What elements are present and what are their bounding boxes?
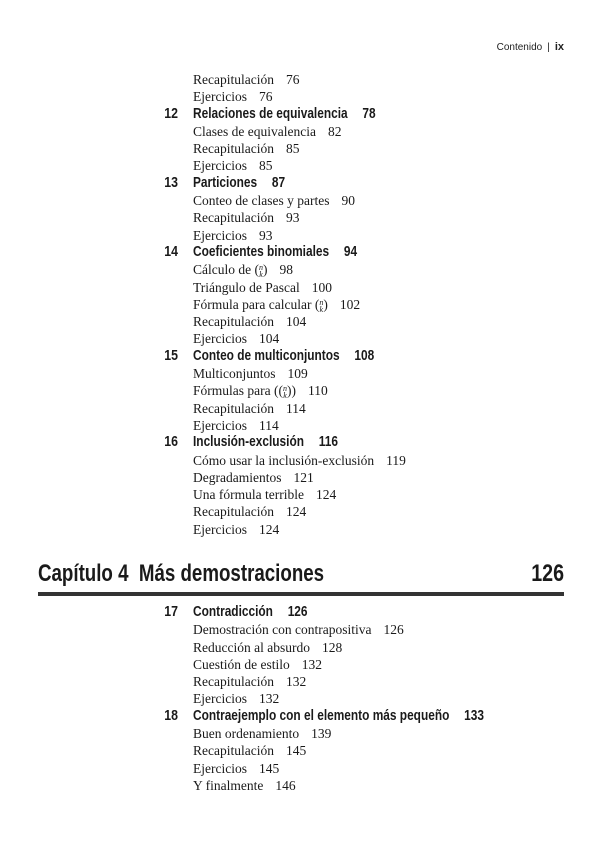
section-title-wrap (193, 604, 308, 621)
section-title-wrap (193, 708, 484, 725)
subentry-title: Ejercicios (193, 331, 247, 347)
subentry-title: Ejercicios (193, 227, 247, 243)
section-title: Contraejemplo con el elemento más pequeño (193, 707, 450, 724)
binom-close: )) (286, 383, 296, 399)
subentry-page: 139 (311, 726, 332, 742)
chapter-rule (38, 592, 564, 596)
toc-subentry[interactable] (0, 192, 600, 209)
section-page: 78 (362, 105, 376, 122)
chapter-page: 126 (531, 560, 564, 587)
toc-subentry[interactable] (0, 382, 600, 399)
subentry-page: 119 (386, 452, 406, 468)
toc-subentry[interactable] (0, 452, 600, 469)
subentry-title: Ejercicios (193, 691, 247, 707)
section-page: 94 (343, 243, 358, 260)
section-title-wrap (193, 348, 374, 365)
subentry-title: Recapitulación (193, 504, 274, 520)
subentry-page: 85 (285, 141, 300, 157)
subentry-page: 110 (307, 383, 328, 399)
subentry-page: 145 (258, 760, 280, 776)
subentry-title: Multiconjuntos (193, 366, 276, 382)
chapter-title: Capítulo 4 Más demostraciones (38, 560, 325, 587)
running-header-section: Contenido (496, 42, 543, 53)
chapter-heading (38, 560, 564, 590)
toc-subentry[interactable] (0, 88, 600, 105)
subentry-page: 114 (258, 417, 279, 433)
binom-top: n (319, 297, 324, 307)
section-title-wrap (193, 106, 376, 123)
subentry-page: 114 (285, 400, 306, 416)
binom-open: ( (314, 296, 320, 312)
subentry-page: 98 (279, 262, 293, 278)
toc-subentry[interactable] (0, 227, 600, 244)
toc-section-entry[interactable] (0, 348, 600, 365)
running-header (497, 41, 564, 53)
section-title: Particiones (193, 174, 258, 191)
toc-section-entry[interactable] (0, 434, 600, 451)
subentry-title: Demostración con contrapositiva (193, 622, 372, 638)
section-title: Relaciones de equivalencia (193, 105, 348, 122)
subentry-page: 102 (339, 296, 361, 312)
section-number: 14 (164, 243, 178, 260)
toc-subentry[interactable] (0, 503, 600, 520)
toc-subentry[interactable] (0, 330, 600, 347)
toc-subentry[interactable] (0, 296, 600, 313)
toc-subentry[interactable] (0, 639, 600, 656)
subentry-title: Ejercicios (193, 158, 247, 174)
binom-close: ) (262, 262, 268, 278)
toc-subentry[interactable] (0, 690, 600, 707)
page-number: ix (554, 41, 564, 53)
subentry-page: 82 (327, 123, 342, 139)
subentry-title: Ejercicios (193, 89, 247, 105)
section-number: 12 (164, 105, 178, 122)
binom-top: n (282, 384, 287, 394)
subentry-title: Ejercicios (193, 760, 247, 776)
subentry-title: Cómo usar la inclusión-exclusión (193, 452, 375, 468)
binom-close: ) (323, 296, 328, 312)
toc-subentry[interactable] (0, 279, 600, 296)
subentry-page: 121 (293, 469, 314, 485)
section-title: Contradicción (193, 604, 273, 620)
binom-open: (( (273, 383, 283, 399)
toc-subentry[interactable] (0, 313, 600, 330)
subentry-title: Cuestión de estilo (193, 656, 290, 672)
toc-subentry[interactable] (0, 673, 600, 690)
toc-block-chapter-3 (0, 71, 600, 538)
binom-bottom: k (283, 391, 287, 401)
subentry-page: 76 (258, 89, 273, 105)
toc-subentry[interactable] (0, 486, 600, 503)
section-title-wrap (193, 175, 285, 192)
toc-section-entry[interactable] (0, 708, 600, 725)
toc-section-entry[interactable] (0, 604, 600, 621)
section-title-wrap (193, 244, 357, 261)
toc-subentry[interactable] (0, 760, 600, 777)
binom-top: n (258, 263, 263, 273)
toc-subentry[interactable] (0, 621, 600, 638)
toc-subentry[interactable] (0, 469, 600, 486)
subentry-page: 104 (285, 314, 307, 330)
toc-section-entry[interactable] (0, 106, 600, 123)
subentry-title: Ejercicios (193, 521, 247, 537)
section-page: 116 (318, 434, 338, 451)
subentry-title: Recapitulación (193, 210, 274, 226)
subentry-title: Recapitulación (193, 400, 274, 416)
toc-subentry[interactable] (0, 261, 600, 278)
subentry-page: 109 (287, 366, 308, 382)
toc-subentry[interactable] (0, 365, 600, 382)
subentry-title: Fórmula para calcular (193, 296, 312, 312)
subentry-page: 90 (341, 193, 355, 209)
toc-subentry[interactable] (0, 417, 600, 434)
section-page: 133 (464, 707, 484, 724)
toc-subentry[interactable] (0, 400, 600, 417)
section-title-wrap (193, 434, 338, 451)
subentry-title: Cálculo de (193, 262, 252, 278)
toc-subentry[interactable] (0, 140, 600, 157)
subentry-title: Recapitulación (193, 72, 274, 87)
section-number: 18 (164, 707, 178, 724)
subentry-page: 132 (301, 656, 322, 672)
binom-bottom: k (319, 304, 324, 314)
subentry-page: 132 (258, 691, 280, 707)
subentry-title: Recapitulación (193, 141, 274, 157)
section-number: 15 (164, 347, 178, 364)
section-page: 126 (287, 604, 308, 620)
toc-section-entry[interactable] (0, 244, 600, 261)
section-number: 16 (164, 434, 178, 451)
section-title: Conteo de multiconjuntos (193, 347, 340, 364)
header-separator: | (547, 42, 550, 53)
subentry-page: 146 (275, 777, 296, 793)
toc-subentry[interactable] (0, 725, 600, 742)
subentry-page: 128 (321, 639, 343, 655)
toc-subentry[interactable] (0, 656, 600, 673)
toc-block-chapter-4 (0, 604, 600, 794)
subentry-page: 93 (285, 210, 300, 226)
section-page: 87 (271, 174, 286, 191)
section-number: 13 (164, 174, 178, 191)
subentry-title: Una fórmula terrible (193, 487, 304, 503)
binom-open: ( (254, 262, 259, 278)
toc-subentry[interactable] (0, 209, 600, 226)
subentry-title: Buen ordenamiento (193, 726, 300, 742)
subentry-title: Degradamientos (193, 469, 282, 485)
toc-subentry[interactable] (0, 521, 600, 538)
subentry-title: Conteo de clases y partes (193, 193, 330, 209)
binom-bottom: k (259, 270, 263, 280)
subentry-page: 124 (285, 504, 307, 520)
toc-subentry[interactable] (0, 157, 600, 174)
toc-subentry[interactable] (0, 742, 600, 759)
subentry-page: 126 (383, 622, 404, 638)
subentry-title: Clases de equivalencia (193, 123, 316, 139)
subentry-page: 124 (315, 487, 337, 503)
subentry-title: Y finalmente (193, 777, 264, 793)
subentry-title: Recapitulación (193, 314, 274, 330)
subentry-page: 85 (258, 158, 273, 174)
subentry-page: 76 (285, 72, 300, 87)
subentry-page: 145 (285, 743, 307, 759)
section-number: 17 (164, 604, 178, 620)
subentry-title: Fórmulas para (193, 383, 271, 399)
subentry-title: Recapitulación (193, 743, 274, 759)
subentry-title: Reducción al absurdo (193, 639, 310, 655)
subentry-title: Recapitulación (193, 674, 274, 690)
section-title: Inclusión-exclusión (193, 434, 304, 451)
subentry-title: Ejercicios (193, 417, 247, 433)
subentry-page: 93 (258, 227, 273, 243)
toc-subentry[interactable] (0, 71, 600, 88)
subentry-title: Triángulo de Pascal (193, 279, 300, 295)
section-title: Coeficientes binomiales (193, 243, 330, 260)
toc-section-entry[interactable] (0, 175, 600, 192)
section-page: 108 (354, 347, 375, 364)
subentry-page: 124 (258, 521, 280, 537)
subentry-page: 132 (285, 674, 307, 690)
toc-subentry[interactable] (0, 123, 600, 140)
subentry-page: 104 (258, 331, 280, 347)
toc-subentry[interactable] (0, 777, 600, 794)
subentry-page: 100 (311, 279, 332, 295)
